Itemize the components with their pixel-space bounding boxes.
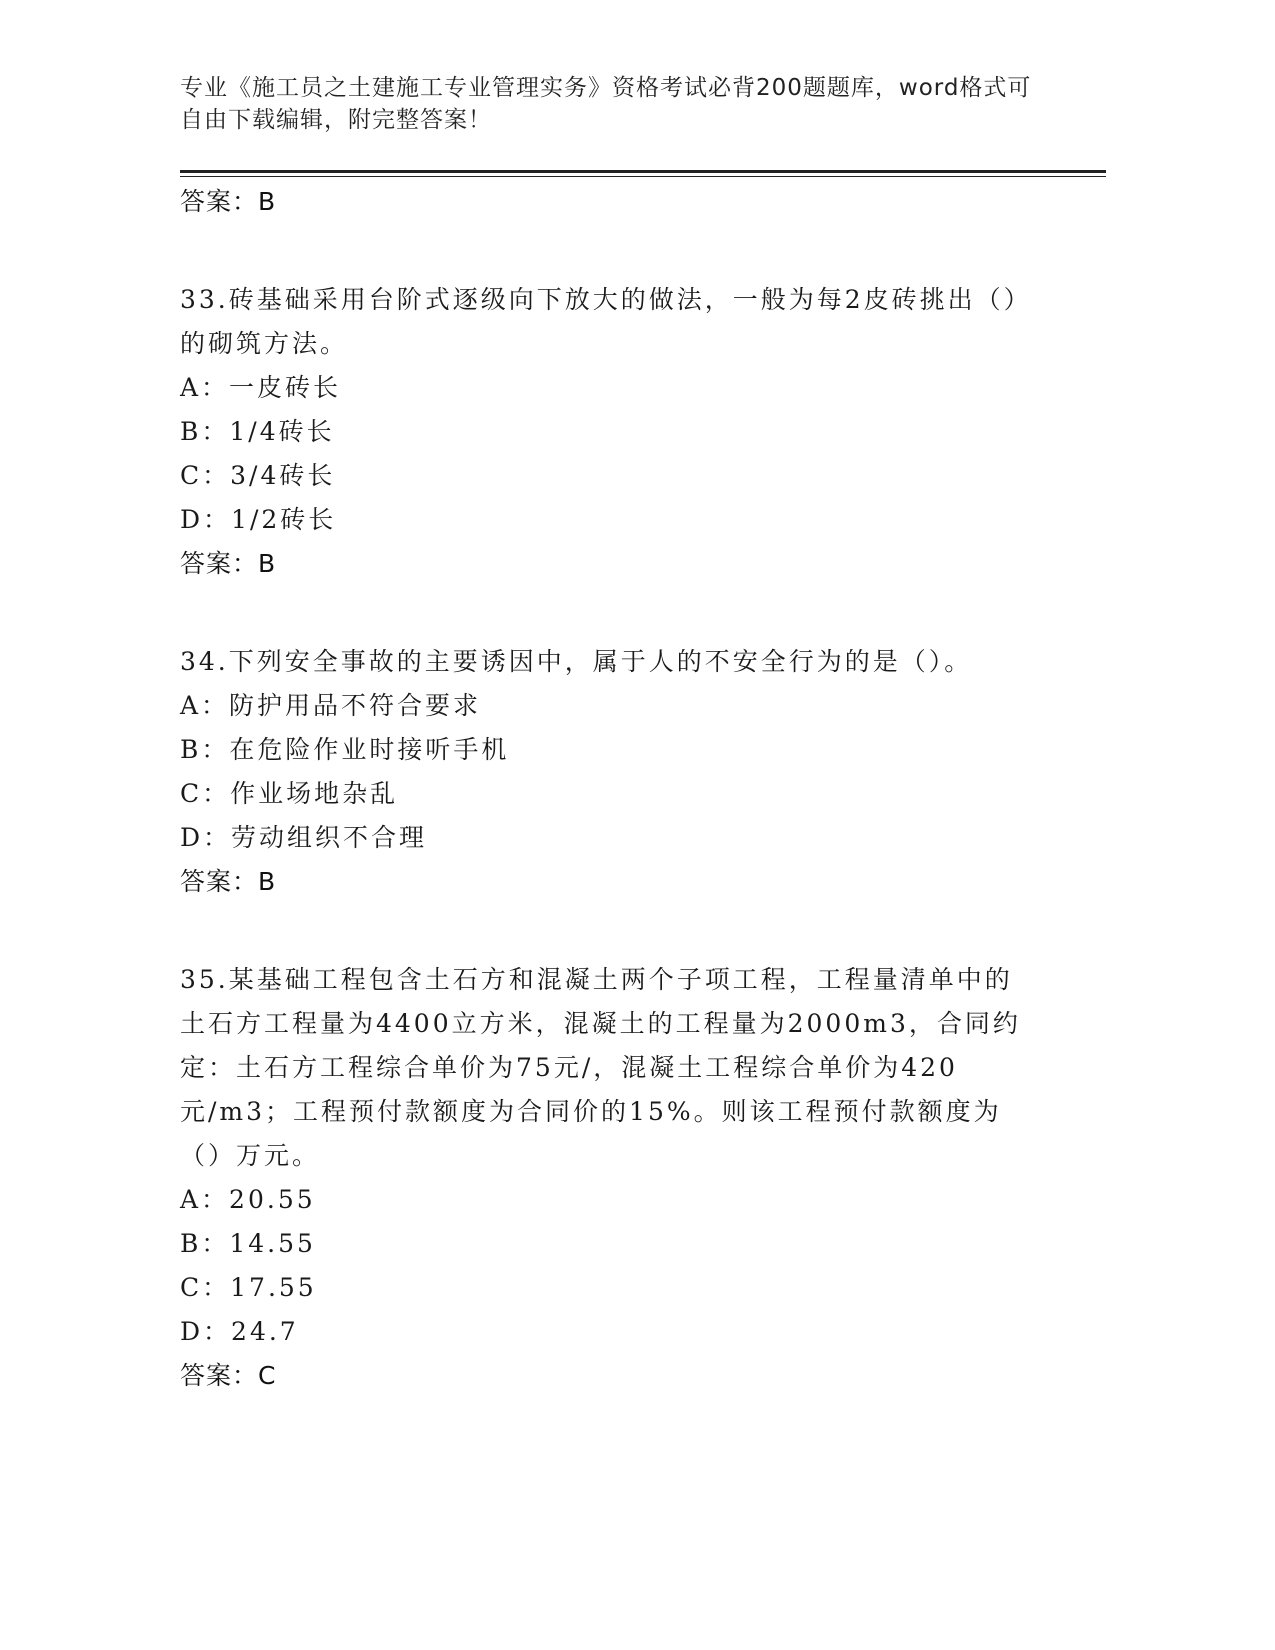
question-answer: 答案：B [180, 549, 277, 578]
option-b: B：在危险作业时接听手机 [180, 735, 510, 764]
question-34 [180, 640, 1040, 904]
option-c: C：17.55 [180, 1273, 317, 1302]
previous-answer: 答案：B [180, 187, 277, 216]
question-stem: 35.某基础工程包含土石方和混凝土两个子项工程，工程量清单中的土石方工程量为4400立方米，混凝土的工程量为2000m3，合同约定：土石方工程综合单价为75元/，混凝土工程综合单价为420元/m3；工程预付款额度为合同价的15%。则该工程预付款额度为（）万元。 [180, 965, 1021, 1170]
question-answer: 答案：C [180, 1361, 277, 1390]
question-35 [180, 958, 1040, 1398]
question-answer: 答案：B [180, 867, 277, 896]
header-divider-thin [180, 176, 1106, 177]
option-c: C：3/4砖长 [180, 461, 336, 490]
option-b: B：14.55 [180, 1229, 316, 1258]
question-stem: 33.砖基础采用台阶式逐级向下放大的做法，一般为每2皮砖挑出（）的砌筑方法。 [180, 285, 1032, 358]
option-a: A：一皮砖长 [180, 373, 342, 402]
header-divider-thick [180, 170, 1106, 173]
question-stem: 34.下列安全事故的主要诱因中，属于人的不安全行为的是（）。 [180, 647, 973, 676]
document-header: 专业《施工员之土建施工专业管理实务》资格考试必背200题题库，word格式可自由下载编辑，附完整答案！ [180, 75, 1032, 133]
document-body [180, 180, 1040, 1398]
option-a: A：防护用品不符合要求 [180, 691, 482, 720]
option-a: A：20.55 [180, 1185, 316, 1214]
option-b: B：1/4砖长 [180, 417, 335, 446]
option-d: D：24.7 [180, 1317, 299, 1346]
option-d: D：1/2砖长 [180, 505, 337, 534]
option-c: C：作业场地杂乱 [180, 779, 399, 808]
option-d: D：劳动组织不合理 [180, 823, 428, 852]
question-33 [180, 278, 1040, 586]
